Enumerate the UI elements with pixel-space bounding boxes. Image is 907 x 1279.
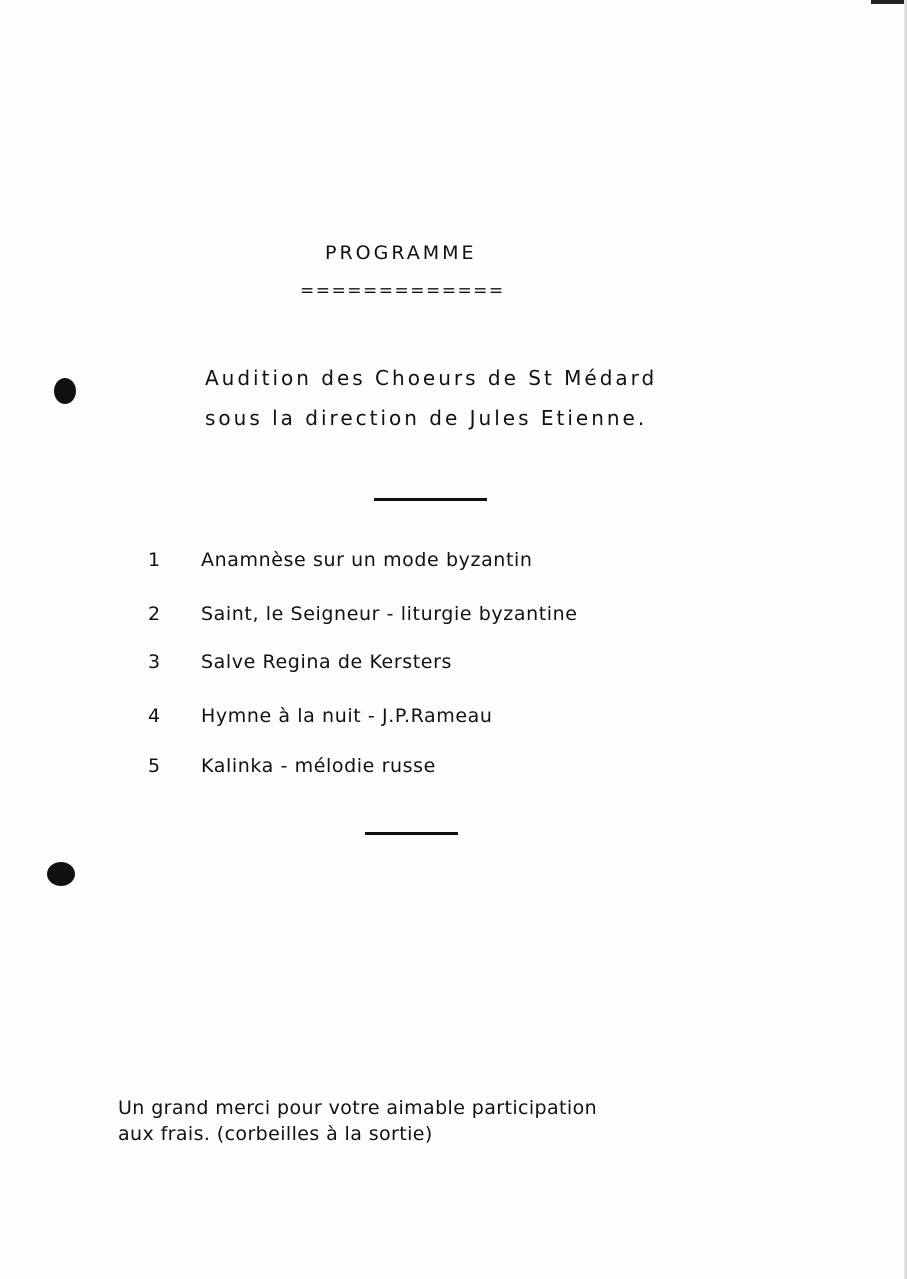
item-number-4: 4 <box>148 705 161 727</box>
programme-title: PROGRAMME <box>325 242 477 264</box>
item-number-3: 3 <box>148 651 161 673</box>
item-title-3: Salve Regina de Kersters <box>201 651 453 673</box>
item-number-2: 2 <box>148 603 161 625</box>
separator-bottom <box>365 832 458 835</box>
intro-line-2: sous la direction de Jules Etienne. <box>205 406 648 430</box>
intro-line-1: Audition des Choeurs de St Médard <box>205 366 658 390</box>
item-number-1: 1 <box>148 549 161 571</box>
footer-line-2: aux frais. (corbeilles à la sortie) <box>118 1123 433 1145</box>
item-title-5: Kalinka - mélodie russe <box>201 755 436 777</box>
page-top-edge <box>871 0 907 4</box>
item-title-2: Saint, le Seigneur - liturgie byzantine <box>201 603 578 625</box>
punch-hole-bottom <box>47 862 75 886</box>
item-title-4: Hymne à la nuit - J.P.Rameau <box>201 705 493 727</box>
footer-line-1: Un grand merci pour votre aimable participation <box>118 1097 598 1119</box>
item-title-1: Anamnèse sur un mode byzantin <box>201 549 533 571</box>
item-number-5: 5 <box>148 755 161 777</box>
footer-note <box>118 1095 597 1147</box>
programme-title-underline: ============= <box>300 281 505 301</box>
separator-top <box>374 498 487 501</box>
punch-hole-top <box>54 378 76 404</box>
programme-intro <box>205 358 657 438</box>
